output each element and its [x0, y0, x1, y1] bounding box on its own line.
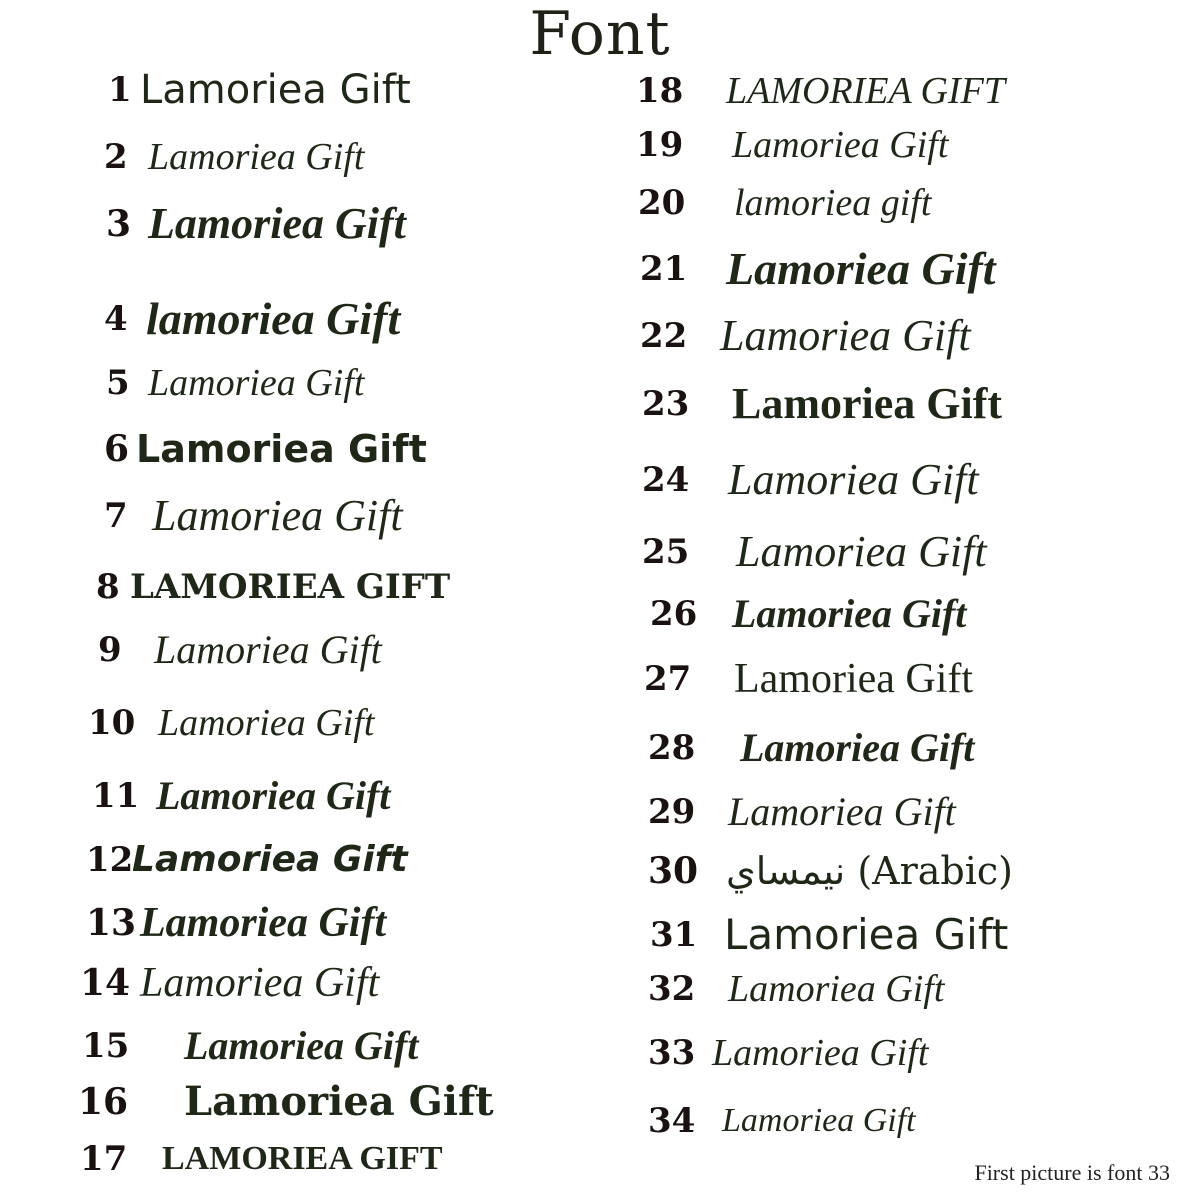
font-number: 9 [98, 630, 122, 670]
font-number: 1 [108, 70, 132, 110]
font-sample-text: Lamoriea Gift [184, 1078, 494, 1125]
font-number: 10 [88, 703, 136, 743]
font-number: 22 [640, 316, 688, 356]
font-sample-text: LAMORIEA GIFT [162, 1140, 443, 1177]
font-number: 33 [648, 1033, 696, 1073]
font-sample-text: Lamoriea Gift [712, 1032, 929, 1074]
font-number: 21 [640, 249, 688, 289]
font-sample-text: Lamoriea Gift [148, 136, 365, 178]
font-sample-text: Lamoriea Gift [728, 455, 979, 504]
font-sample-text: Lamoriea Gift [728, 968, 945, 1010]
font-number: 19 [636, 125, 684, 165]
font-number: 29 [648, 792, 696, 832]
font-sample-text: Lamoriea Gift [736, 527, 987, 576]
font-number: 26 [650, 594, 698, 634]
font-number: 2 [104, 137, 128, 177]
font-sample-text: Lamoriea Gift [140, 900, 387, 946]
font-number: 14 [80, 962, 131, 1004]
font-number: 13 [86, 902, 137, 944]
font-number: 15 [82, 1026, 130, 1066]
font-number: 28 [648, 728, 696, 768]
font-sample-text: Lamoriea Gift [140, 67, 411, 113]
font-number: 34 [648, 1101, 696, 1141]
font-number: 32 [648, 969, 696, 1009]
font-sample-text: Lamoriea Gift [732, 591, 967, 636]
font-sample-text: Lamoriea Gift [136, 427, 427, 471]
font-sample-text: Lamoriea Gift [154, 627, 382, 672]
font-sample-text: Lamoriea Gift [152, 491, 403, 540]
font-number: 30 [648, 850, 699, 892]
font-sample-text: Lamoriea Gift [724, 910, 1009, 959]
font-number: 7 [104, 496, 128, 536]
font-number: 12 [86, 840, 134, 880]
font-sample-text: Lamoriea Gift [156, 773, 391, 818]
font-number: 17 [80, 1139, 128, 1179]
font-number: 6 [104, 428, 130, 470]
font-number: 27 [644, 659, 692, 699]
font-sample-text: Lamoriea Gift [722, 1102, 916, 1139]
font-sample-text: Lamoriea Gift [148, 362, 365, 404]
font-number: 25 [642, 532, 690, 572]
font-number: 31 [650, 915, 698, 955]
font-number: 11 [92, 776, 140, 816]
font-sample-text: lamoriea gift [734, 182, 932, 224]
footnote: First picture is font 33 [974, 1160, 1170, 1185]
page-title: Font [529, 0, 671, 69]
font-number: 20 [638, 183, 686, 223]
font-number: 16 [78, 1081, 129, 1123]
font-number: 23 [642, 384, 690, 424]
font-sample-text: Lamoriea Gift [734, 656, 974, 702]
font-number: 5 [106, 363, 130, 403]
font-number: 18 [636, 71, 684, 111]
font-sample-text: Lamoriea Gift [732, 124, 949, 166]
font-sample-text: Lamoriea Gift [132, 839, 408, 880]
font-sample-text: Lamoriea Gift [148, 199, 406, 248]
font-sample-text: Lamoriea Gift [140, 960, 380, 1006]
font-sample-text: Lamoriea Gift [726, 243, 996, 294]
font-sample-text: Lamoriea Gift [720, 311, 971, 360]
font-sample-text: نيمساي (Arabic) [726, 849, 1013, 893]
font-sample-text: LAMORIEA GIFT [130, 567, 451, 607]
font-sample-text: Lamoriea Gift [158, 702, 375, 744]
font-sample-text: Lamoriea Gift [732, 379, 1003, 428]
font-number: 8 [96, 567, 120, 607]
font-number: 4 [104, 299, 128, 339]
font-sample-text: lamoriea Gift [146, 293, 401, 344]
font-sample-text: Lamoriea Gift [728, 789, 956, 834]
font-number: 24 [642, 460, 690, 500]
font-sample-text: Lamoriea Gift [740, 725, 975, 770]
font-sample-text: LAMORIEA GIFT [726, 70, 1005, 112]
font-number: 3 [106, 203, 132, 245]
font-sample-text: Lamoriea Gift [184, 1023, 419, 1068]
